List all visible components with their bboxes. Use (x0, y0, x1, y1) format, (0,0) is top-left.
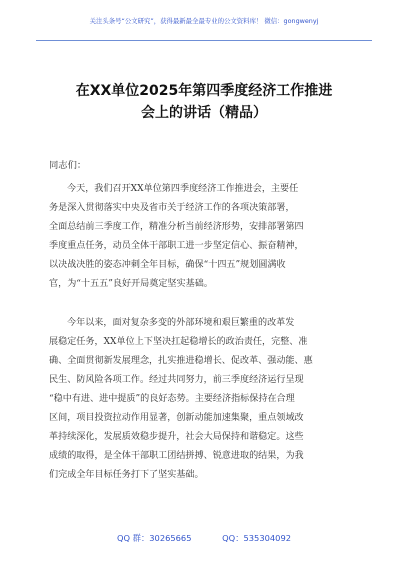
footer-contact (0, 532, 408, 544)
paragraph-line: 全面总结前三季度工作，精准分析当前经济形势，安排部署第四 (49, 222, 304, 232)
title-line-2: 会上的讲话（精品） (141, 105, 267, 121)
document-title (40, 80, 368, 124)
paragraph-line: “稳中有进、进中提质”的良好态势。主要经济指标保持在合理 (49, 394, 295, 404)
header-divider (36, 40, 372, 41)
title-line-1: 在XX单位2025年第四季度经济工作推进 (75, 83, 333, 99)
paragraph-line: 革持续深化，发展质效稳步提升，社会大局保持和谐稳定。这些 (49, 432, 304, 442)
paragraph-line: 今天，我们召开XX单位第四季度经济工作推进会，主要任 (67, 184, 299, 194)
paragraph-2 (49, 314, 361, 485)
paragraph-line: 以决战决胜的姿态冲刺全年目标，确保“十四五”规划圆满收 (49, 260, 286, 270)
paragraph-line: 区间，项目投资拉动作用显著，创新动能加速集聚，重点领域改 (49, 413, 304, 423)
paragraph-line: 民生、防风险各项工作。经过共同努力，前三季度经济运行呈现 (49, 375, 304, 385)
paragraph-line: 今年以来，面对复杂多变的外部环境和艰巨繁重的改革发 (67, 318, 295, 328)
paragraph-1 (49, 180, 361, 294)
paragraph-line: 官，为“十五五”良好开局奠定坚实基础。 (49, 279, 213, 289)
paragraph-line: 成绩的取得，是全体干部职工团结拼搏、锐意进取的结果，为我 (49, 451, 304, 461)
paragraph-line: 展稳定任务，XX单位上下坚决扛起稳增长的政治责任，完整、准 (49, 337, 308, 347)
header-banner: 关注头条号“公文研究”，获得最新最全最专业的公文资料库！ 微信：gongwenyj (89, 17, 319, 25)
paragraph-line: 确、全面贯彻新发展理念，扎实推进稳增长、促改革、强动能、惠 (49, 356, 313, 366)
footer-qq-group: QQ 群：30265665 (116, 533, 192, 543)
paragraph-line: 务是深入贯彻落实中央及省市关于经济工作的各项决策部署， (49, 203, 295, 213)
greeting: 同志们： (49, 160, 87, 171)
paragraph-line: 季度重点任务，动员全体干部职工进一步坚定信心、振奋精神， (49, 241, 304, 251)
paragraph-line: 们完成全年目标任务打下了坚实基础。 (49, 470, 204, 480)
footer-qq: QQ：535304092 (222, 533, 292, 543)
